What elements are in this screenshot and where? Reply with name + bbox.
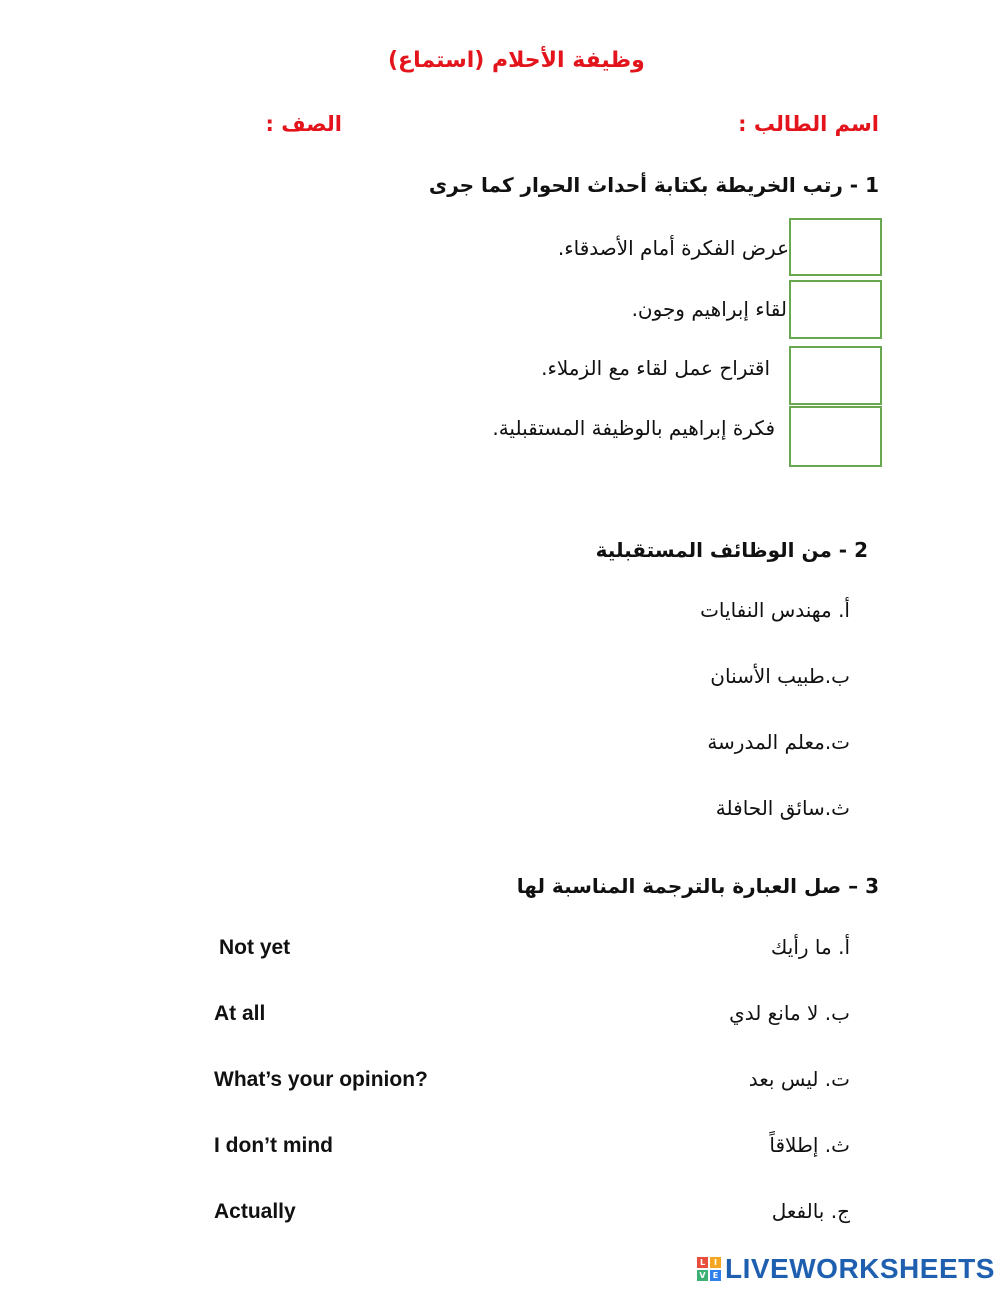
q1-item-1: عرض الفكرة أمام الأصدقاء. [557, 236, 789, 260]
class-label: الصف : [265, 112, 342, 136]
q3-arabic-c[interactable]: ت. ليس بعد [748, 1067, 850, 1091]
q3-english-3[interactable]: What’s your opinion? [214, 1068, 428, 1091]
q3-english-4[interactable]: I don’t mind [214, 1134, 333, 1157]
q3-english-5[interactable]: Actually [214, 1200, 296, 1223]
q3-arabic-a[interactable]: أ. ما رأيك [770, 935, 850, 959]
q2-option-d[interactable]: ث.سائق الحافلة [715, 796, 850, 820]
liveworksheets-logo [697, 1254, 995, 1284]
order-box-2[interactable] [789, 280, 882, 339]
q3-prompt: 3 – صل العبارة بالترجمة المناسبة لها [516, 874, 879, 898]
q3-english-2[interactable]: At all [214, 1002, 266, 1025]
q1-prompt: 1 - رتب الخريطة بكتابة أحداث الحوار كما جرى [428, 173, 879, 197]
q3-arabic-d[interactable]: ث. إطلاقاً [769, 1133, 850, 1157]
q2-option-b[interactable]: ب.طبيب الأسنان [710, 664, 850, 688]
logo-mark-i: I [710, 1257, 721, 1268]
logo-mark-v: V [697, 1270, 708, 1281]
q3-arabic-e[interactable]: ج. بالفعل [771, 1199, 850, 1223]
logo-mark-e: E [710, 1270, 721, 1281]
student-name-label: اسم الطالب : [738, 112, 879, 136]
order-box-4[interactable] [789, 406, 882, 467]
logo-mark-l: L [697, 1257, 708, 1268]
logo-text: LIVEWORKSHEETS [725, 1253, 995, 1284]
q1-item-2: لقاء إبراهيم وجون. [631, 297, 787, 321]
q2-option-c[interactable]: ت.معلم المدرسة [707, 730, 850, 754]
order-box-3[interactable] [789, 346, 882, 405]
page-title: وظيفة الأحلام (استماع) [388, 48, 645, 73]
q1-item-4: فكرة إبراهيم بالوظيفة المستقبلية. [492, 416, 775, 440]
logo-mark-icon [697, 1257, 721, 1281]
q2-option-a[interactable]: أ. مهندس النفايات [700, 598, 850, 622]
q2-prompt: 2 - من الوظائف المستقبلية [595, 538, 868, 562]
q3-arabic-b[interactable]: ب. لا مانع لدي [729, 1001, 850, 1025]
q1-item-3: اقتراح عمل لقاء مع الزملاء. [541, 356, 770, 380]
q3-english-1[interactable]: Not yet [219, 936, 291, 959]
order-box-1[interactable] [789, 218, 882, 276]
